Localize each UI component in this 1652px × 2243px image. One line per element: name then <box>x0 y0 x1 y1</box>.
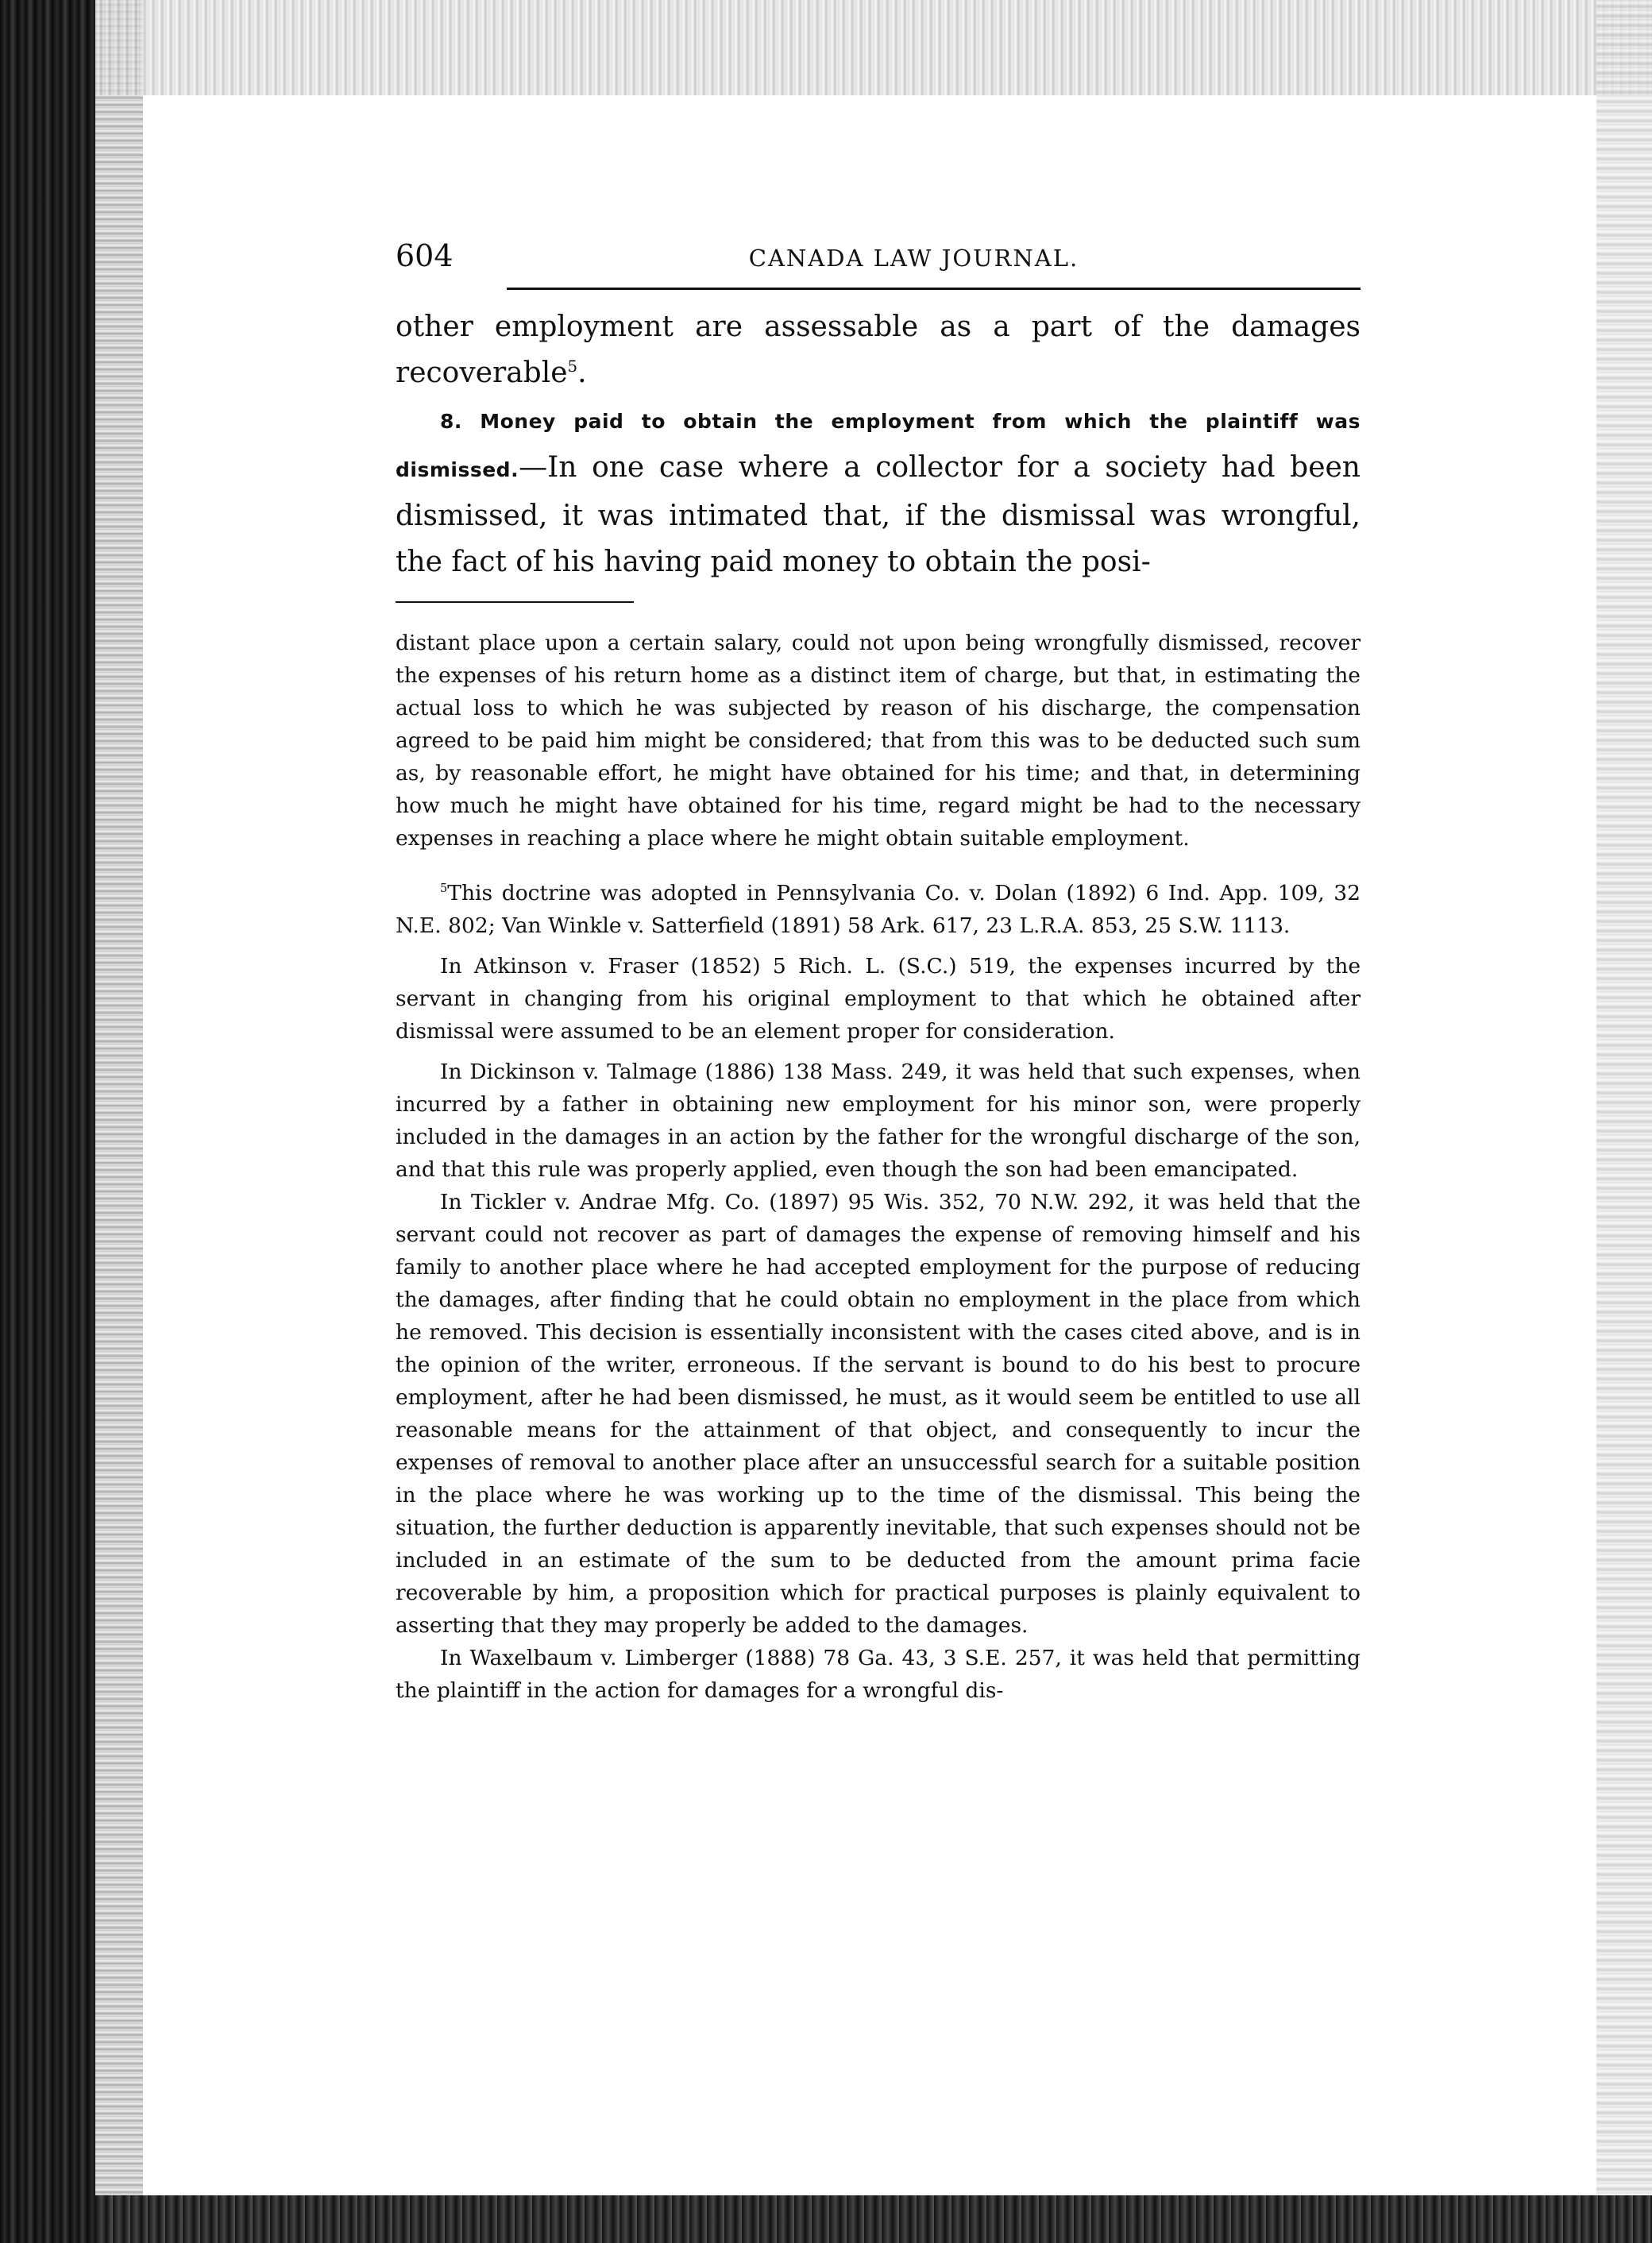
footnote-atkinson: In Atkinson v. Fraser (1852) 5 Rich. L. (S.C.) 519, the expenses incurred by the servant in changing from his original employment to that which he obtained after dismissal were assumed to be an element proper for consideration. <box>396 954 1361 1044</box>
body-text <box>396 304 1361 585</box>
continuation-text: other employment are assessable as a part of the damages recoverable <box>396 311 1361 389</box>
continuation-end: . <box>577 357 587 389</box>
scan-border-right <box>1596 0 1652 2243</box>
footnote-5-marker: 5 <box>440 882 448 896</box>
footnotes <box>396 627 1361 1707</box>
scan-border-top <box>95 0 1652 95</box>
footnote-5 <box>396 877 1361 942</box>
page-header <box>396 238 1361 283</box>
running-head: CANADA LAW JOURNAL. <box>748 245 1079 272</box>
footnote-ref-5: 5 <box>567 357 578 376</box>
continuation-paragraph <box>396 304 1361 396</box>
footnote-tickler: In Tickler v. Andrae Mfg. Co. (1897) 95 Wis. 352, 70 N.W. 292, it was held that the servant could not recover as part of damages the expense of removing himself and his family to another place where he had accepted employment for the purpose of reducing the damages, after finding that he could obtain no employment in the place from which he removed. This decision is essentially inconsistent with the cases cited above, and is in the opinion of the writer, erroneous. If the servant is bound to do his best to procure employment, after he had been dismissed, he must, as it would seem be entitled to use all reasonable means for the attainment of that object, and consequently to incur the expenses of removal to another place after an unsuccessful search for a suitable position in the place where he was working up to the time of the dismissal. This being the situation, the further deduction is apparently inevitable, that such expenses should not be included in an estimate of the sum to be deducted from the amount prima facie recoverable by him, a proposition which for practical purposes is plainly equivalent to asserting that they may properly be added to the damages. <box>396 1190 1361 1638</box>
page <box>396 238 1361 1707</box>
header-rule <box>507 288 1361 290</box>
section-heading: 8. Money paid to obtain the employment from which the plaintiff was dismissed. <box>396 410 1361 481</box>
footnote-5-text: This doctrine was adopted in Pennsylvania Co. v. Dolan (1892) 6 Ind. App. 109, 32 N.E. 802; Van Winkle v. Satterfield (1891) 58 Ark. 617, 23 L.R.A. 853, 25 S.W. 1113. <box>396 881 1361 938</box>
section-8-paragraph <box>396 396 1361 585</box>
page-number: 604 <box>396 238 454 273</box>
section-text: —In one case where a collector for a society had been dismissed, it was intimated that, if the dismissal was wrongful, the fact of his having paid money to obtain the posi- <box>396 451 1361 578</box>
scan-border-left-edge <box>95 0 143 2243</box>
footnote-rule <box>396 601 634 603</box>
footnote-dickinson: In Dickinson v. Talmage (1886) 138 Mass. 249, it was held that such expenses, when incurred by a father in obtaining new employment for his minor son, were properly included in the damages in an action by the father for the wrongful discharge of the son, and that this rule was properly applied, even though the son had been emancipated. <box>396 1060 1361 1182</box>
footnote-carryover: distant place upon a certain salary, could not upon being wrongfully dismissed, recover the expenses of his return home as a distinct item of charge, but that, in estimating the actual loss to which he was subjected by reason of his discharge, the compensation agreed to be paid him might be considered; that from this was to be deducted such sum as, by reasonable effort, he might have obtained for his time; and that, in determining how much he might have obtained for his time, regard might be had to the necessary expenses in reaching a place where he might obtain suitable employment. <box>396 631 1361 851</box>
scan-border-bottom <box>95 2195 1652 2243</box>
scan-border-left <box>0 0 95 2243</box>
footnote-waxelbaum: In Waxelbaum v. Limberger (1888) 78 Ga. 43, 3 S.E. 257, it was held that permitting the plaintiff in the action for damages for a wrongful dis- <box>396 1646 1361 1703</box>
